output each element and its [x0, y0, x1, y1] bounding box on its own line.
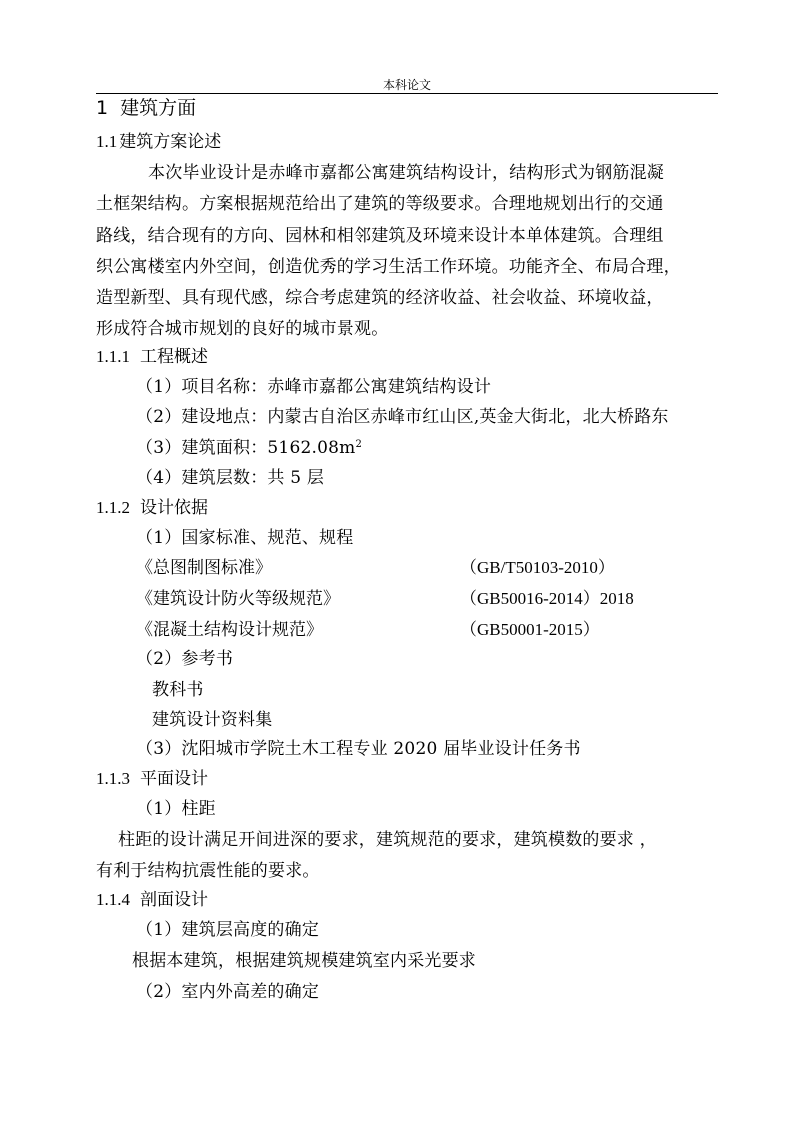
section-1-1-1-heading [96, 346, 208, 368]
paragraph-line: 土框架结构。方案根据规范给出了建筑的等级要求。合理地规划出行的交通 [96, 194, 664, 214]
section-1-1-3-heading [96, 768, 208, 790]
section-number: 1.1 [96, 132, 118, 151]
list-item: （4）建筑层数：共 5 层 [136, 468, 325, 488]
section-1-1-4-heading [96, 889, 208, 911]
section-title: 平面设计 [140, 769, 208, 789]
paragraph-line: 织公寓楼室内外空间，创造优秀的学习生活工作环境。功能齐全、布局合理， [96, 257, 681, 277]
sub-heading: （1）柱距 [136, 799, 216, 819]
book-item: 教科书 [152, 680, 204, 700]
sub-heading: （3）沈阳城市学院土木工程专业 2020 届毕业设计任务书 [136, 739, 581, 759]
section-1-1-2-heading [96, 497, 208, 519]
reference-code: （GB50016-2014）2018 [460, 589, 634, 608]
section-title: 建筑方案论述 [119, 132, 222, 152]
section-number: 1.1.3 [96, 769, 130, 788]
list-item: （1）项目名称：赤峰市嘉都公寓建筑结构设计 [136, 377, 492, 397]
area-text: （3）建筑面积：5162.08m [136, 438, 356, 458]
paragraph-line: 有利于结构抗震性能的要求。 [96, 861, 320, 881]
section-1-heading [96, 97, 196, 119]
paragraph-line: 本次毕业设计是赤峰市嘉都公寓建筑结构设计，结构形式为钢筋混凝 [148, 163, 664, 183]
sub-heading: （2）室内外高差的确定 [136, 982, 320, 1002]
section-title: 设计依据 [140, 498, 208, 518]
header-divider [96, 93, 718, 94]
reference-name: 《建筑设计防火等级规范》 [136, 589, 340, 609]
reference-name: 《总图制图标准》 [136, 558, 272, 578]
section-number: 1.1.2 [96, 498, 130, 517]
unit-superscript: 2 [355, 439, 362, 450]
paragraph-line: 柱距的设计满足开间进深的要求，建筑规范的要求，建筑模数的要求 ， [118, 830, 657, 850]
section-title: 工程概述 [140, 347, 208, 367]
reference-code: （GB/T50103-2010） [460, 558, 615, 577]
list-item: （2）建设地点：内蒙古自治区赤峰市红山区,英金大街北，北大桥路东 [136, 407, 669, 427]
sub-heading: （2）参考书 [136, 649, 234, 669]
sub-heading: （1）建筑层高度的确定 [136, 920, 320, 940]
paragraph-line: 根据本建筑，根据建筑规模建筑室内采光要求 [132, 951, 476, 971]
paragraph-line: 造型新型、具有现代感，综合考虑建筑的经济收益、社会收益、环境收益， [96, 288, 664, 308]
section-title: 建筑方面 [120, 97, 197, 119]
section-number: 1.1.4 [96, 890, 130, 909]
sub-heading: （1）国家标准、规范、规程 [136, 528, 354, 548]
section-title: 剖面设计 [140, 890, 208, 910]
book-item: 建筑设计资料集 [152, 710, 273, 730]
reference-code: （GB50001-2015） [460, 620, 600, 639]
page-header: 本科论文 [382, 78, 431, 92]
reference-name: 《混凝土结构设计规范》 [136, 620, 323, 640]
paragraph-line: 形成符合城市规划的良好的城市景观。 [96, 319, 389, 339]
section-number: 1.1.1 [96, 347, 130, 366]
section-1-1-heading [96, 131, 221, 153]
paragraph-line: 路线，结合现有的方向、园林和相邻建筑及环境来设计本单体建筑。合理组 [96, 226, 664, 246]
list-item [136, 437, 362, 459]
section-number: 1 [96, 97, 109, 119]
